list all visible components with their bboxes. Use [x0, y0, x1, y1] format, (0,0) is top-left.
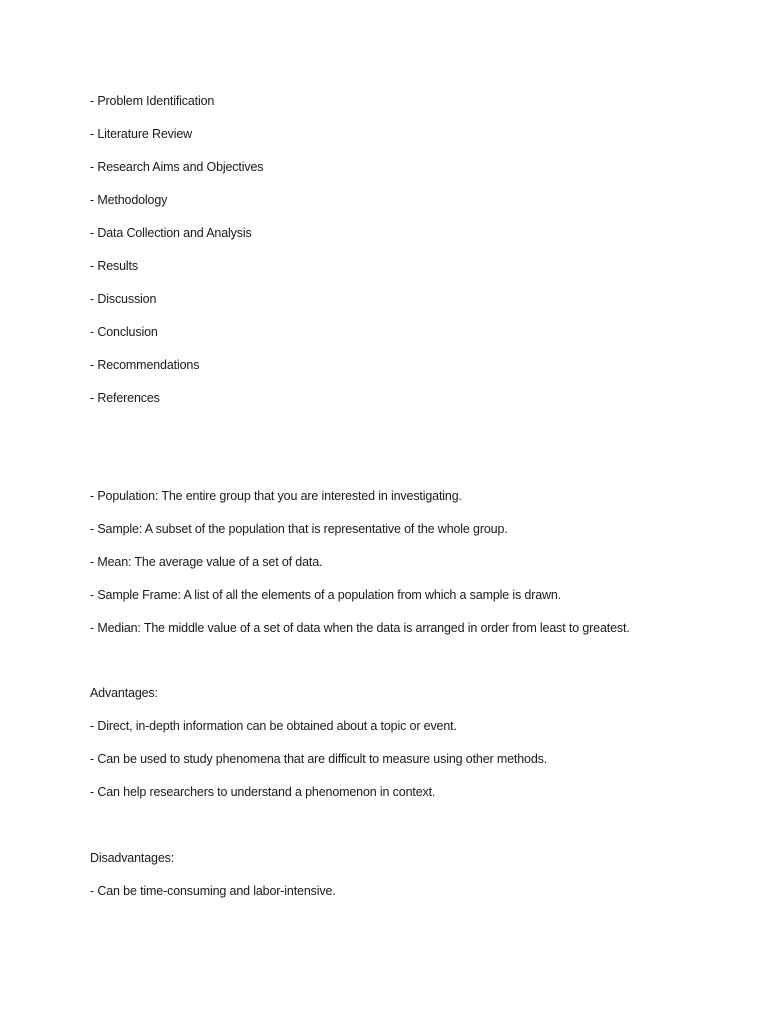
outline-item: - Literature Review [90, 127, 193, 141]
definition-item: - Median: The middle value of a set of data when the data is arranged in order from least to greatest. [90, 621, 630, 635]
disadvantages-section [90, 851, 336, 899]
research-outline-list [90, 94, 263, 406]
outline-item: - Research Aims and Objectives [90, 160, 264, 174]
advantage-item: - Direct, in-depth information can be obtained about a topic or event. [90, 719, 457, 733]
definition-item: - Sample: A subset of the population that is representative of the whole group. [90, 522, 508, 536]
outline-item: - Problem Identification [90, 94, 215, 108]
advantage-item: - Can help researchers to understand a phenomenon in context. [90, 785, 436, 799]
advantage-item: - Can be used to study phenomena that are difficult to measure using other methods. [90, 752, 548, 766]
outline-item: - References [90, 391, 160, 405]
advantages-heading: Advantages: [90, 686, 158, 700]
outline-item: - Data Collection and Analysis [90, 226, 252, 240]
definition-item: - Sample Frame: A list of all the elements of a population from which a sample is drawn. [90, 588, 562, 602]
definition-item: - Population: The entire group that you are interested in investigating. [90, 489, 462, 503]
outline-item: - Discussion [90, 292, 157, 306]
definitions-list [90, 489, 630, 636]
outline-item: - Recommendations [90, 358, 200, 372]
outline-item: - Conclusion [90, 325, 158, 339]
definition-item: - Mean: The average value of a set of data. [90, 555, 323, 569]
disadvantage-item: - Can be time-consuming and labor-intensive. [90, 884, 336, 898]
disadvantages-heading: Disadvantages: [90, 851, 175, 865]
outline-item: - Methodology [90, 193, 168, 207]
advantages-section [90, 686, 547, 800]
outline-item: - Results [90, 259, 138, 273]
